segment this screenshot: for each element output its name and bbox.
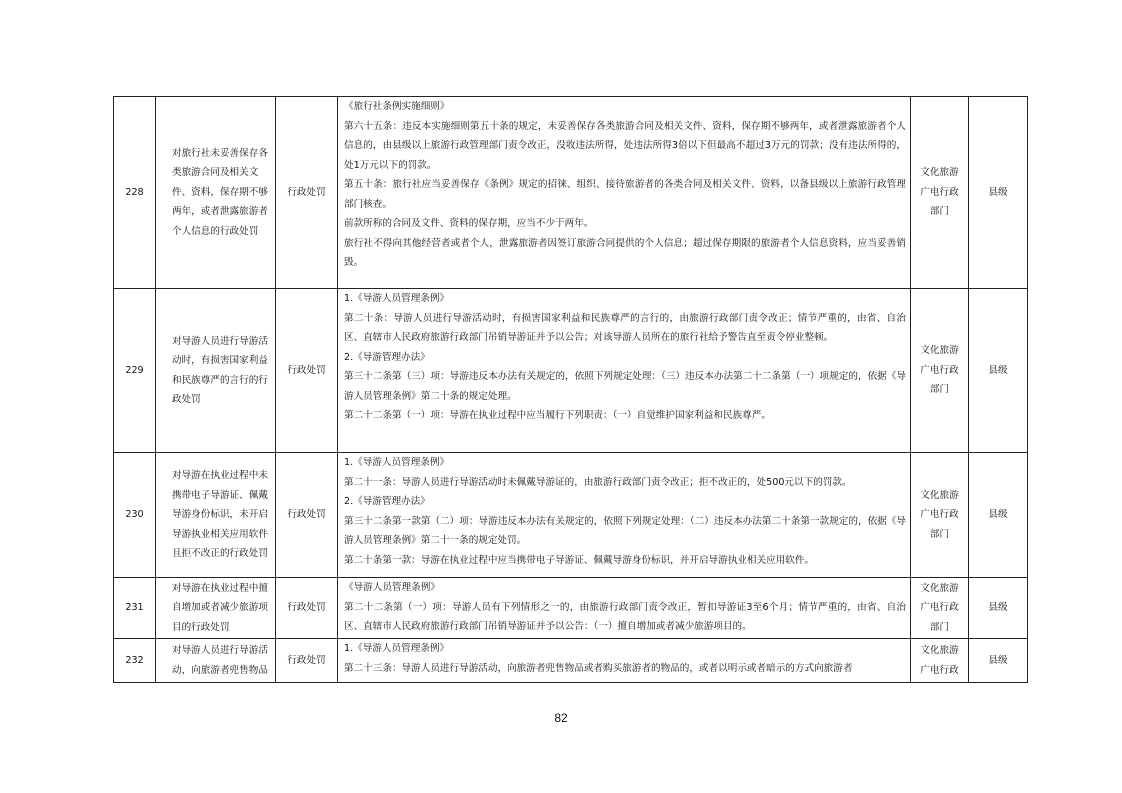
basis-paragraph: 1.《导游人员管理条例》 [344,293,450,304]
basis-paragraph: 第三十二条第一款第（二）项：导游违反本办法有关规定的，依照下列规定处理：（二）违反本办法第二十条第一款规定的，依据《导游人员管理条例》第二十一条的规定处罚。 [344,515,906,546]
item-name: 对旅行社未妥善保存各类旅游合同及相关文件、资料，保存期不够两年，或者泄露旅游者个人信息的行政处罚 [156,97,276,289]
regulation-table [113,96,1028,683]
basis-paragraph: 1.《导游人员管理条例》 [344,643,450,654]
basis-paragraph: 第二十条第一款：导游在执业过程中应当携带电子导游证、佩戴导游身份标识，并开启导游执业相关应用软件。 [344,554,815,566]
row-number: 230 [114,453,156,578]
row-number: 232 [114,639,156,683]
responsible-department: 文化旅游广电行政部门 [911,289,969,453]
table-row [114,97,1028,289]
basis-paragraph: 2.《导游管理办法》 [344,351,430,363]
basis-paragraph: 旅行社不得向其他经营者或者个人，泄露旅游者因签订旅游合同提供的个人信息；超过保存期限的旅游者个人信息资料，应当妥善销毁。 [344,237,906,268]
power-type: 行政处罚 [276,289,338,453]
table-body [114,97,1028,683]
legal-basis [338,97,911,289]
row-number: 228 [114,97,156,289]
basis-paragraph: 第三十二条第（三）项：导游违反本办法有关规定的，依照下列规定处理：（三）违反本办法第二十二条第（一）项规定的，依据《导游人员管理条例》第二十条的规定处理。 [344,371,906,402]
legal-basis [338,578,911,639]
power-type: 行政处罚 [276,578,338,639]
basis-paragraph: 前款所称的合同及文件、资料的保存期，应当不少于两年。 [344,218,594,229]
item-name: 对导游人员进行导游活动时，有损害国家利益和民族尊严的言行的行政处罚 [156,289,276,453]
basis-paragraph: 第二十三条：导游人员进行导游活动，向旅游者兜售物品或者购买旅游者的物品的，或者以明示或者暗示的方式向旅游者 [344,662,853,674]
basis-paragraph: 《导游人员管理条例》 [344,582,440,593]
row-number: 229 [114,289,156,453]
basis-paragraph: 第二十条：导游人员进行导游活动时，有损害国家利益和民族尊严的言行的，由旅游行政部门责令改正；情节严重的，由省、自治区、直辖市人民政府旅游行政部门吊销导游证并予以公告；对该导游人员所在的旅行社给予警告直至责令停业整顿。 [344,312,906,343]
jurisdiction-level: 县级 [969,289,1028,453]
responsible-department: 文化旅游广电行政部门 [911,97,969,289]
basis-paragraph: 第二十二条第（一）项：导游人员有下列情形之一的，由旅游行政部门责令改正，暂扣导游证3至6个月；情节严重的，由省、自治区、直辖市人民政府旅游行政部门吊销导游证并予以公告：（一）擅自增加或者减少旅游项目的。 [344,601,906,632]
jurisdiction-level: 县级 [969,453,1028,578]
legal-basis [338,453,911,578]
power-type: 行政处罚 [276,639,338,683]
basis-paragraph: 第六十五条：违反本实施细则第五十条的规定，未妥善保存各类旅游合同及相关文件、资料，保存期不够两年，或者泄露旅游者个人信息的，由县级以上旅游行政管理部门责令改正，没收违法所得，处违法所得3倍以下但最高不超过3万元的罚款；没有违法所得的，处1万元以下的罚款。 [344,120,906,171]
basis-paragraph: 《旅行社条例实施细则》 [344,101,450,112]
power-type: 行政处罚 [276,453,338,578]
table-row [114,639,1028,683]
basis-paragraph: 1.《导游人员管理条例》 [344,457,450,468]
jurisdiction-level: 县级 [969,578,1028,639]
legal-basis [338,639,911,683]
responsible-department: 文化旅游广电行政部门 [911,578,969,639]
row-number: 231 [114,578,156,639]
basis-paragraph: 第二十一条：导游人员进行导游活动时未佩戴导游证的，由旅游行政部门责令改正；拒不改正的，处500元以下的罚款。 [344,476,852,488]
page-number: 82 [554,711,568,725]
table-row [114,453,1028,578]
table-row [114,578,1028,639]
basis-paragraph: 2.《导游管理办法》 [344,496,430,507]
responsible-department: 文化旅游广电行政部门 [911,453,969,578]
item-name: 对导游人员进行导游活动，向旅游者兜售物品 [156,639,276,683]
basis-paragraph: 第二十二条第（一）项：导游在执业过程中应当履行下列职责：（一）自觉维护国家利益和民族尊严。 [344,410,771,421]
basis-paragraph: 第五十条：旅行社应当妥善保存《条例》规定的招徕、组织、接待旅游者的各类合同及相关文件、资料，以备县级以上旅游行政管理部门核查。 [344,179,906,210]
responsible-department: 文化旅游广电行政 [911,639,969,683]
legal-basis [338,289,911,453]
table-row [114,289,1028,453]
item-name: 对导游在执业过程中擅自增加或者减少旅游项目的行政处罚 [156,578,276,639]
power-type: 行政处罚 [276,97,338,289]
item-name: 对导游在执业过程中未携带电子导游证、佩戴导游身份标识，未开启导游执业相关应用软件且拒不改正的行政处罚 [156,453,276,578]
jurisdiction-level: 县级 [969,97,1028,289]
jurisdiction-level: 县级 [969,639,1028,683]
